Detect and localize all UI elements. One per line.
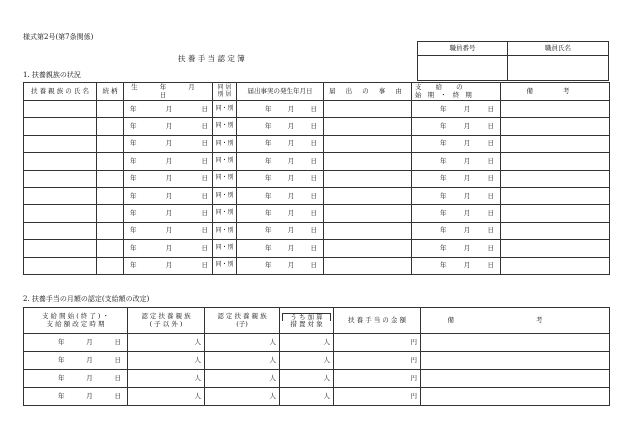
remarks-cell[interactable] bbox=[501, 153, 610, 170]
dependent-name-cell[interactable] bbox=[24, 101, 97, 118]
month-label: 月 bbox=[165, 104, 173, 113]
col-birth-date: 生 年 月 日 bbox=[124, 83, 213, 101]
day-label: 日 bbox=[487, 191, 494, 200]
day-label: 日 bbox=[201, 174, 208, 183]
dependent-name-cell[interactable] bbox=[24, 240, 97, 257]
relation-cell[interactable] bbox=[97, 135, 124, 152]
month-label: 月 bbox=[287, 208, 295, 217]
day-label: 日 bbox=[487, 104, 494, 113]
dependent-name-cell[interactable] bbox=[24, 170, 97, 187]
nonchild-count-cell[interactable]: 人 bbox=[128, 370, 205, 388]
dependent-name-cell[interactable] bbox=[24, 153, 97, 170]
birth-date-cell[interactable] bbox=[124, 240, 213, 257]
cohabitation-cell[interactable]: 同・別 bbox=[213, 101, 237, 118]
birth-date-cell[interactable] bbox=[124, 170, 213, 187]
dependents-header-row bbox=[24, 83, 610, 101]
year-label: 年 bbox=[130, 156, 137, 165]
payment-period-cell[interactable] bbox=[412, 205, 501, 222]
child-count-cell[interactable]: 人 bbox=[205, 370, 280, 388]
year-label: 年 bbox=[440, 104, 447, 113]
allowance-row bbox=[24, 388, 610, 406]
dependent-name-cell[interactable] bbox=[24, 222, 97, 239]
birth-date-cell[interactable] bbox=[124, 257, 213, 274]
month-label: 月 bbox=[463, 226, 471, 235]
year-label: 年 bbox=[58, 373, 65, 382]
reason-cell[interactable] bbox=[324, 187, 412, 204]
event-date-cell[interactable] bbox=[237, 135, 324, 152]
col-event-date: 届出事実の発生年月日 bbox=[237, 83, 324, 101]
day-label: 日 bbox=[487, 139, 494, 148]
year-label: 年 bbox=[265, 156, 272, 165]
month-label: 月 bbox=[287, 139, 295, 148]
month-label: 月 bbox=[287, 104, 295, 113]
year-label: 年 bbox=[58, 337, 65, 346]
payment-period-cell[interactable] bbox=[412, 153, 501, 170]
extra-count-cell[interactable]: 人 bbox=[280, 334, 334, 352]
payment-period-cell[interactable] bbox=[412, 101, 501, 118]
month-label: 月 bbox=[463, 261, 471, 270]
year-label: 年 bbox=[440, 174, 447, 183]
col-payment-start-line2: 支 給 額 改 定 時 期 bbox=[46, 319, 105, 328]
relation-cell[interactable] bbox=[97, 205, 124, 222]
remarks-cell[interactable] bbox=[421, 334, 610, 352]
col-reason: 届 出 の 事 由 bbox=[324, 83, 412, 101]
reason-cell[interactable] bbox=[324, 240, 412, 257]
year-label: 年 bbox=[440, 261, 447, 270]
dependents-table bbox=[23, 82, 610, 275]
staff-name-field[interactable] bbox=[508, 56, 609, 81]
relation-cell[interactable] bbox=[97, 240, 124, 257]
allowance-table bbox=[23, 307, 610, 406]
month-label: 月 bbox=[165, 191, 173, 200]
birth-date-cell[interactable] bbox=[124, 187, 213, 204]
year-label: 年 bbox=[265, 261, 272, 270]
dependent-row bbox=[24, 240, 610, 257]
payment-period-cell[interactable] bbox=[412, 222, 501, 239]
allowance-row bbox=[24, 334, 610, 352]
day-label: 日 bbox=[201, 208, 208, 217]
month-label: 月 bbox=[463, 122, 471, 131]
day-label: 日 bbox=[114, 337, 121, 346]
day-label: 日 bbox=[310, 191, 317, 200]
birth-date-cell[interactable] bbox=[124, 118, 213, 135]
month-label: 月 bbox=[287, 261, 295, 270]
col-extra-measure-line1: う ち 加 算 bbox=[282, 313, 331, 321]
payment-period-cell[interactable] bbox=[412, 187, 501, 204]
event-date-cell[interactable] bbox=[237, 187, 324, 204]
relation-cell[interactable] bbox=[97, 170, 124, 187]
event-date-cell[interactable] bbox=[237, 205, 324, 222]
remarks-cell[interactable] bbox=[501, 101, 610, 118]
amount-cell[interactable]: 円 bbox=[334, 352, 421, 370]
remarks-cell[interactable] bbox=[501, 257, 610, 274]
dependent-row bbox=[24, 170, 610, 187]
cohabitation-cell[interactable]: 同・別 bbox=[213, 257, 237, 274]
birth-date-cell[interactable] bbox=[124, 205, 213, 222]
month-label: 月 bbox=[287, 226, 295, 235]
month-label: 月 bbox=[463, 104, 471, 113]
nonchild-count-cell[interactable]: 人 bbox=[128, 388, 205, 406]
nonchild-count-cell[interactable]: 人 bbox=[128, 334, 205, 352]
relation-cell[interactable] bbox=[97, 153, 124, 170]
cohabitation-cell[interactable]: 同・別 bbox=[213, 222, 237, 239]
col-payment-period-bottom: 始 期 ・ 終 期 bbox=[415, 90, 474, 99]
month-label: 月 bbox=[165, 156, 173, 165]
cohabitation-cell[interactable]: 同・別 bbox=[213, 135, 237, 152]
month-label: 月 bbox=[86, 391, 93, 400]
month-label: 月 bbox=[86, 337, 93, 346]
year-label: 年 bbox=[265, 208, 272, 217]
month-label: 月 bbox=[287, 174, 295, 183]
year-label: 年 bbox=[440, 122, 447, 131]
payment-start-cell[interactable] bbox=[24, 370, 128, 388]
col-dependent-name: 扶 養 親 族 の 氏 名 bbox=[24, 83, 97, 101]
day-label: 日 bbox=[310, 156, 317, 165]
payment-start-cell[interactable] bbox=[24, 334, 128, 352]
reason-cell[interactable] bbox=[324, 153, 412, 170]
remarks-cell[interactable] bbox=[501, 118, 610, 135]
dependent-name-cell[interactable] bbox=[24, 118, 97, 135]
year-label: 年 bbox=[265, 104, 272, 113]
col-payment-period-top: 支 給 の bbox=[415, 83, 469, 92]
day-label: 日 bbox=[310, 122, 317, 131]
year-label: 年 bbox=[265, 226, 272, 235]
day-label: 日 bbox=[201, 139, 208, 148]
col-cohabitation-line1: 同 居 bbox=[217, 83, 232, 91]
cohabitation-cell[interactable]: 同・別 bbox=[213, 153, 237, 170]
day-label: 日 bbox=[310, 226, 317, 235]
allowance-header-row bbox=[24, 308, 610, 334]
month-label: 月 bbox=[463, 174, 471, 183]
cohabitation-cell[interactable]: 同・別 bbox=[213, 170, 237, 187]
year-label: 年 bbox=[130, 191, 137, 200]
cohabitation-cell[interactable]: 同・別 bbox=[213, 118, 237, 135]
reason-cell[interactable] bbox=[324, 222, 412, 239]
remarks-cell[interactable] bbox=[501, 135, 610, 152]
month-label: 月 bbox=[463, 243, 471, 252]
dependent-row bbox=[24, 187, 610, 204]
day-label: 日 bbox=[201, 104, 208, 113]
relation-cell[interactable] bbox=[97, 118, 124, 135]
col-dependents-nonchild-line1: 認 定 扶 養 親 族 bbox=[141, 312, 191, 321]
month-label: 月 bbox=[463, 191, 471, 200]
year-label: 年 bbox=[130, 104, 137, 113]
remarks-cell[interactable] bbox=[421, 370, 610, 388]
page-title: 扶 養 手 当 認 定 簿 bbox=[178, 54, 245, 63]
allowance-row bbox=[24, 370, 610, 388]
child-count-cell[interactable]: 人 bbox=[205, 352, 280, 370]
remarks-cell[interactable] bbox=[501, 240, 610, 257]
year-label: 年 bbox=[130, 174, 137, 183]
year-label: 年 bbox=[440, 243, 447, 252]
remarks-cell[interactable] bbox=[501, 222, 610, 239]
remarks-cell[interactable] bbox=[501, 205, 610, 222]
year-label: 年 bbox=[265, 191, 272, 200]
month-label: 月 bbox=[287, 243, 295, 252]
year-label: 年 bbox=[265, 243, 272, 252]
day-label: 日 bbox=[201, 156, 208, 165]
col-allowance-amount: 扶 養 手 当 の 金 額 bbox=[334, 308, 421, 334]
month-label: 月 bbox=[165, 226, 173, 235]
year-label: 年 bbox=[130, 243, 137, 252]
event-date-cell[interactable] bbox=[237, 257, 324, 274]
child-count-cell[interactable]: 人 bbox=[205, 334, 280, 352]
day-label: 日 bbox=[310, 104, 317, 113]
reason-cell[interactable] bbox=[324, 135, 412, 152]
event-date-cell[interactable] bbox=[237, 222, 324, 239]
col-dependents-child-line1: 認 定 扶 養 親 族 bbox=[217, 312, 267, 321]
day-label: 日 bbox=[201, 191, 208, 200]
month-label: 月 bbox=[463, 139, 471, 148]
year-label: 年 bbox=[265, 122, 272, 131]
col-remarks: 備 考 bbox=[501, 83, 610, 101]
year-label: 年 bbox=[58, 391, 65, 400]
day-label: 日 bbox=[487, 261, 494, 270]
event-date-cell[interactable] bbox=[237, 101, 324, 118]
relation-cell[interactable] bbox=[97, 257, 124, 274]
event-date-cell[interactable] bbox=[237, 170, 324, 187]
month-label: 月 bbox=[86, 355, 93, 364]
day-label: 日 bbox=[114, 373, 121, 382]
col-relation: 続 柄 bbox=[97, 83, 124, 101]
year-label: 年 bbox=[58, 355, 65, 364]
month-label: 月 bbox=[463, 208, 471, 217]
year-label: 年 bbox=[130, 122, 137, 131]
col-remarks: 備 考 bbox=[421, 308, 610, 334]
reason-cell[interactable] bbox=[324, 257, 412, 274]
col-payment-start-line1: 支 給 開 始 ( 終 了 ) ・ bbox=[41, 312, 110, 321]
day-label: 日 bbox=[487, 156, 494, 165]
cohabitation-cell[interactable]: 同・別 bbox=[213, 240, 237, 257]
year-label: 年 bbox=[440, 139, 447, 148]
form-number: 様式第2号(第7条関係) bbox=[23, 33, 94, 41]
dependent-row bbox=[24, 153, 610, 170]
relation-cell[interactable] bbox=[97, 222, 124, 239]
staff-number-label: 職員番号 bbox=[418, 42, 508, 56]
day-label: 日 bbox=[487, 208, 494, 217]
birth-date-cell[interactable] bbox=[124, 101, 213, 118]
dependent-name-cell[interactable] bbox=[24, 135, 97, 152]
payment-period-cell[interactable] bbox=[412, 118, 501, 135]
day-label: 日 bbox=[201, 243, 208, 252]
staff-number-field[interactable] bbox=[418, 56, 508, 81]
month-label: 月 bbox=[165, 139, 173, 148]
day-label: 日 bbox=[487, 122, 494, 131]
year-label: 年 bbox=[130, 208, 137, 217]
year-label: 年 bbox=[440, 208, 447, 217]
col-dependents-nonchild bbox=[128, 308, 205, 334]
event-date-cell[interactable] bbox=[237, 153, 324, 170]
month-label: 月 bbox=[287, 191, 295, 200]
cohabitation-cell[interactable]: 同・別 bbox=[213, 205, 237, 222]
dependent-row bbox=[24, 257, 610, 274]
day-label: 日 bbox=[310, 174, 317, 183]
day-label: 日 bbox=[114, 391, 121, 400]
day-label: 日 bbox=[201, 226, 208, 235]
year-label: 年 bbox=[440, 226, 447, 235]
extra-count-cell[interactable]: 人 bbox=[280, 352, 334, 370]
amount-cell[interactable]: 円 bbox=[334, 334, 421, 352]
extra-count-cell[interactable]: 人 bbox=[280, 388, 334, 406]
col-dependents-nonchild-line2: ( 子 以 外 ) bbox=[149, 319, 183, 328]
child-count-cell[interactable]: 人 bbox=[205, 388, 280, 406]
payment-period-cell[interactable] bbox=[412, 135, 501, 152]
dependent-name-cell[interactable] bbox=[24, 187, 97, 204]
day-label: 日 bbox=[310, 243, 317, 252]
birth-date-cell[interactable] bbox=[124, 135, 213, 152]
col-payment-start bbox=[24, 308, 128, 334]
section1-heading: 1. 扶養親族の状況 bbox=[23, 71, 81, 79]
year-label: 年 bbox=[130, 139, 137, 148]
payment-period-cell[interactable] bbox=[412, 170, 501, 187]
dependent-row bbox=[24, 101, 610, 118]
col-cohabitation-line2: 別 居 bbox=[217, 90, 232, 98]
payment-period-cell[interactable] bbox=[412, 257, 501, 274]
extra-count-cell[interactable]: 人 bbox=[280, 370, 334, 388]
month-label: 月 bbox=[463, 156, 471, 165]
reason-cell[interactable] bbox=[324, 205, 412, 222]
col-dependents-child bbox=[205, 308, 280, 334]
reason-cell[interactable] bbox=[324, 170, 412, 187]
dependent-row bbox=[24, 135, 610, 152]
col-dependents-child-line2: (子) bbox=[236, 319, 248, 328]
day-label: 日 bbox=[487, 226, 494, 235]
day-label: 日 bbox=[310, 139, 317, 148]
staff-name-label: 職員氏名 bbox=[508, 42, 609, 56]
remarks-cell[interactable] bbox=[421, 352, 610, 370]
dependent-name-cell[interactable] bbox=[24, 205, 97, 222]
remarks-cell[interactable] bbox=[421, 388, 610, 406]
month-label: 月 bbox=[287, 156, 295, 165]
day-label: 日 bbox=[310, 208, 317, 217]
day-label: 日 bbox=[487, 243, 494, 252]
dependent-row bbox=[24, 205, 610, 222]
day-label: 日 bbox=[310, 261, 317, 270]
event-date-cell[interactable] bbox=[237, 240, 324, 257]
cohabitation-cell[interactable]: 同・別 bbox=[213, 187, 237, 204]
event-date-cell[interactable] bbox=[237, 118, 324, 135]
col-cohabitation bbox=[213, 83, 237, 101]
payment-start-cell[interactable] bbox=[24, 352, 128, 370]
col-payment-period bbox=[412, 83, 501, 101]
month-label: 月 bbox=[287, 122, 295, 131]
month-label: 月 bbox=[165, 174, 173, 183]
year-label: 年 bbox=[130, 226, 137, 235]
year-label: 年 bbox=[130, 261, 137, 270]
year-label: 年 bbox=[265, 174, 272, 183]
dependent-row bbox=[24, 222, 610, 239]
nonchild-count-cell[interactable]: 人 bbox=[128, 352, 205, 370]
dependent-row bbox=[24, 118, 610, 135]
day-label: 日 bbox=[201, 122, 208, 131]
reason-cell[interactable] bbox=[324, 118, 412, 135]
birth-date-cell[interactable] bbox=[124, 222, 213, 239]
birth-date-cell[interactable] bbox=[124, 153, 213, 170]
relation-cell[interactable] bbox=[97, 187, 124, 204]
day-label: 日 bbox=[487, 174, 494, 183]
col-extra-measure bbox=[280, 308, 334, 334]
relation-cell[interactable] bbox=[97, 101, 124, 118]
amount-cell[interactable]: 円 bbox=[334, 370, 421, 388]
payment-period-cell[interactable] bbox=[412, 240, 501, 257]
month-label: 月 bbox=[165, 243, 173, 252]
year-label: 年 bbox=[440, 156, 447, 165]
month-label: 月 bbox=[165, 208, 173, 217]
payment-start-cell[interactable] bbox=[24, 388, 128, 406]
allowance-row bbox=[24, 352, 610, 370]
month-label: 月 bbox=[165, 122, 173, 131]
remarks-cell[interactable] bbox=[501, 187, 610, 204]
amount-cell[interactable]: 円 bbox=[334, 388, 421, 406]
month-label: 月 bbox=[165, 261, 173, 270]
dependent-name-cell[interactable] bbox=[24, 257, 97, 274]
year-label: 年 bbox=[440, 191, 447, 200]
month-label: 月 bbox=[86, 373, 93, 382]
remarks-cell[interactable] bbox=[501, 170, 610, 187]
staff-info-table bbox=[417, 41, 609, 81]
col-extra-measure-line2: 措 置 対 象 bbox=[290, 320, 323, 328]
section2-heading: 2. 扶養手当の月額の認定(支給額の改定) bbox=[23, 295, 150, 303]
day-label: 日 bbox=[114, 355, 121, 364]
year-label: 年 bbox=[265, 139, 272, 148]
reason-cell[interactable] bbox=[324, 101, 412, 118]
day-label: 日 bbox=[201, 261, 208, 270]
